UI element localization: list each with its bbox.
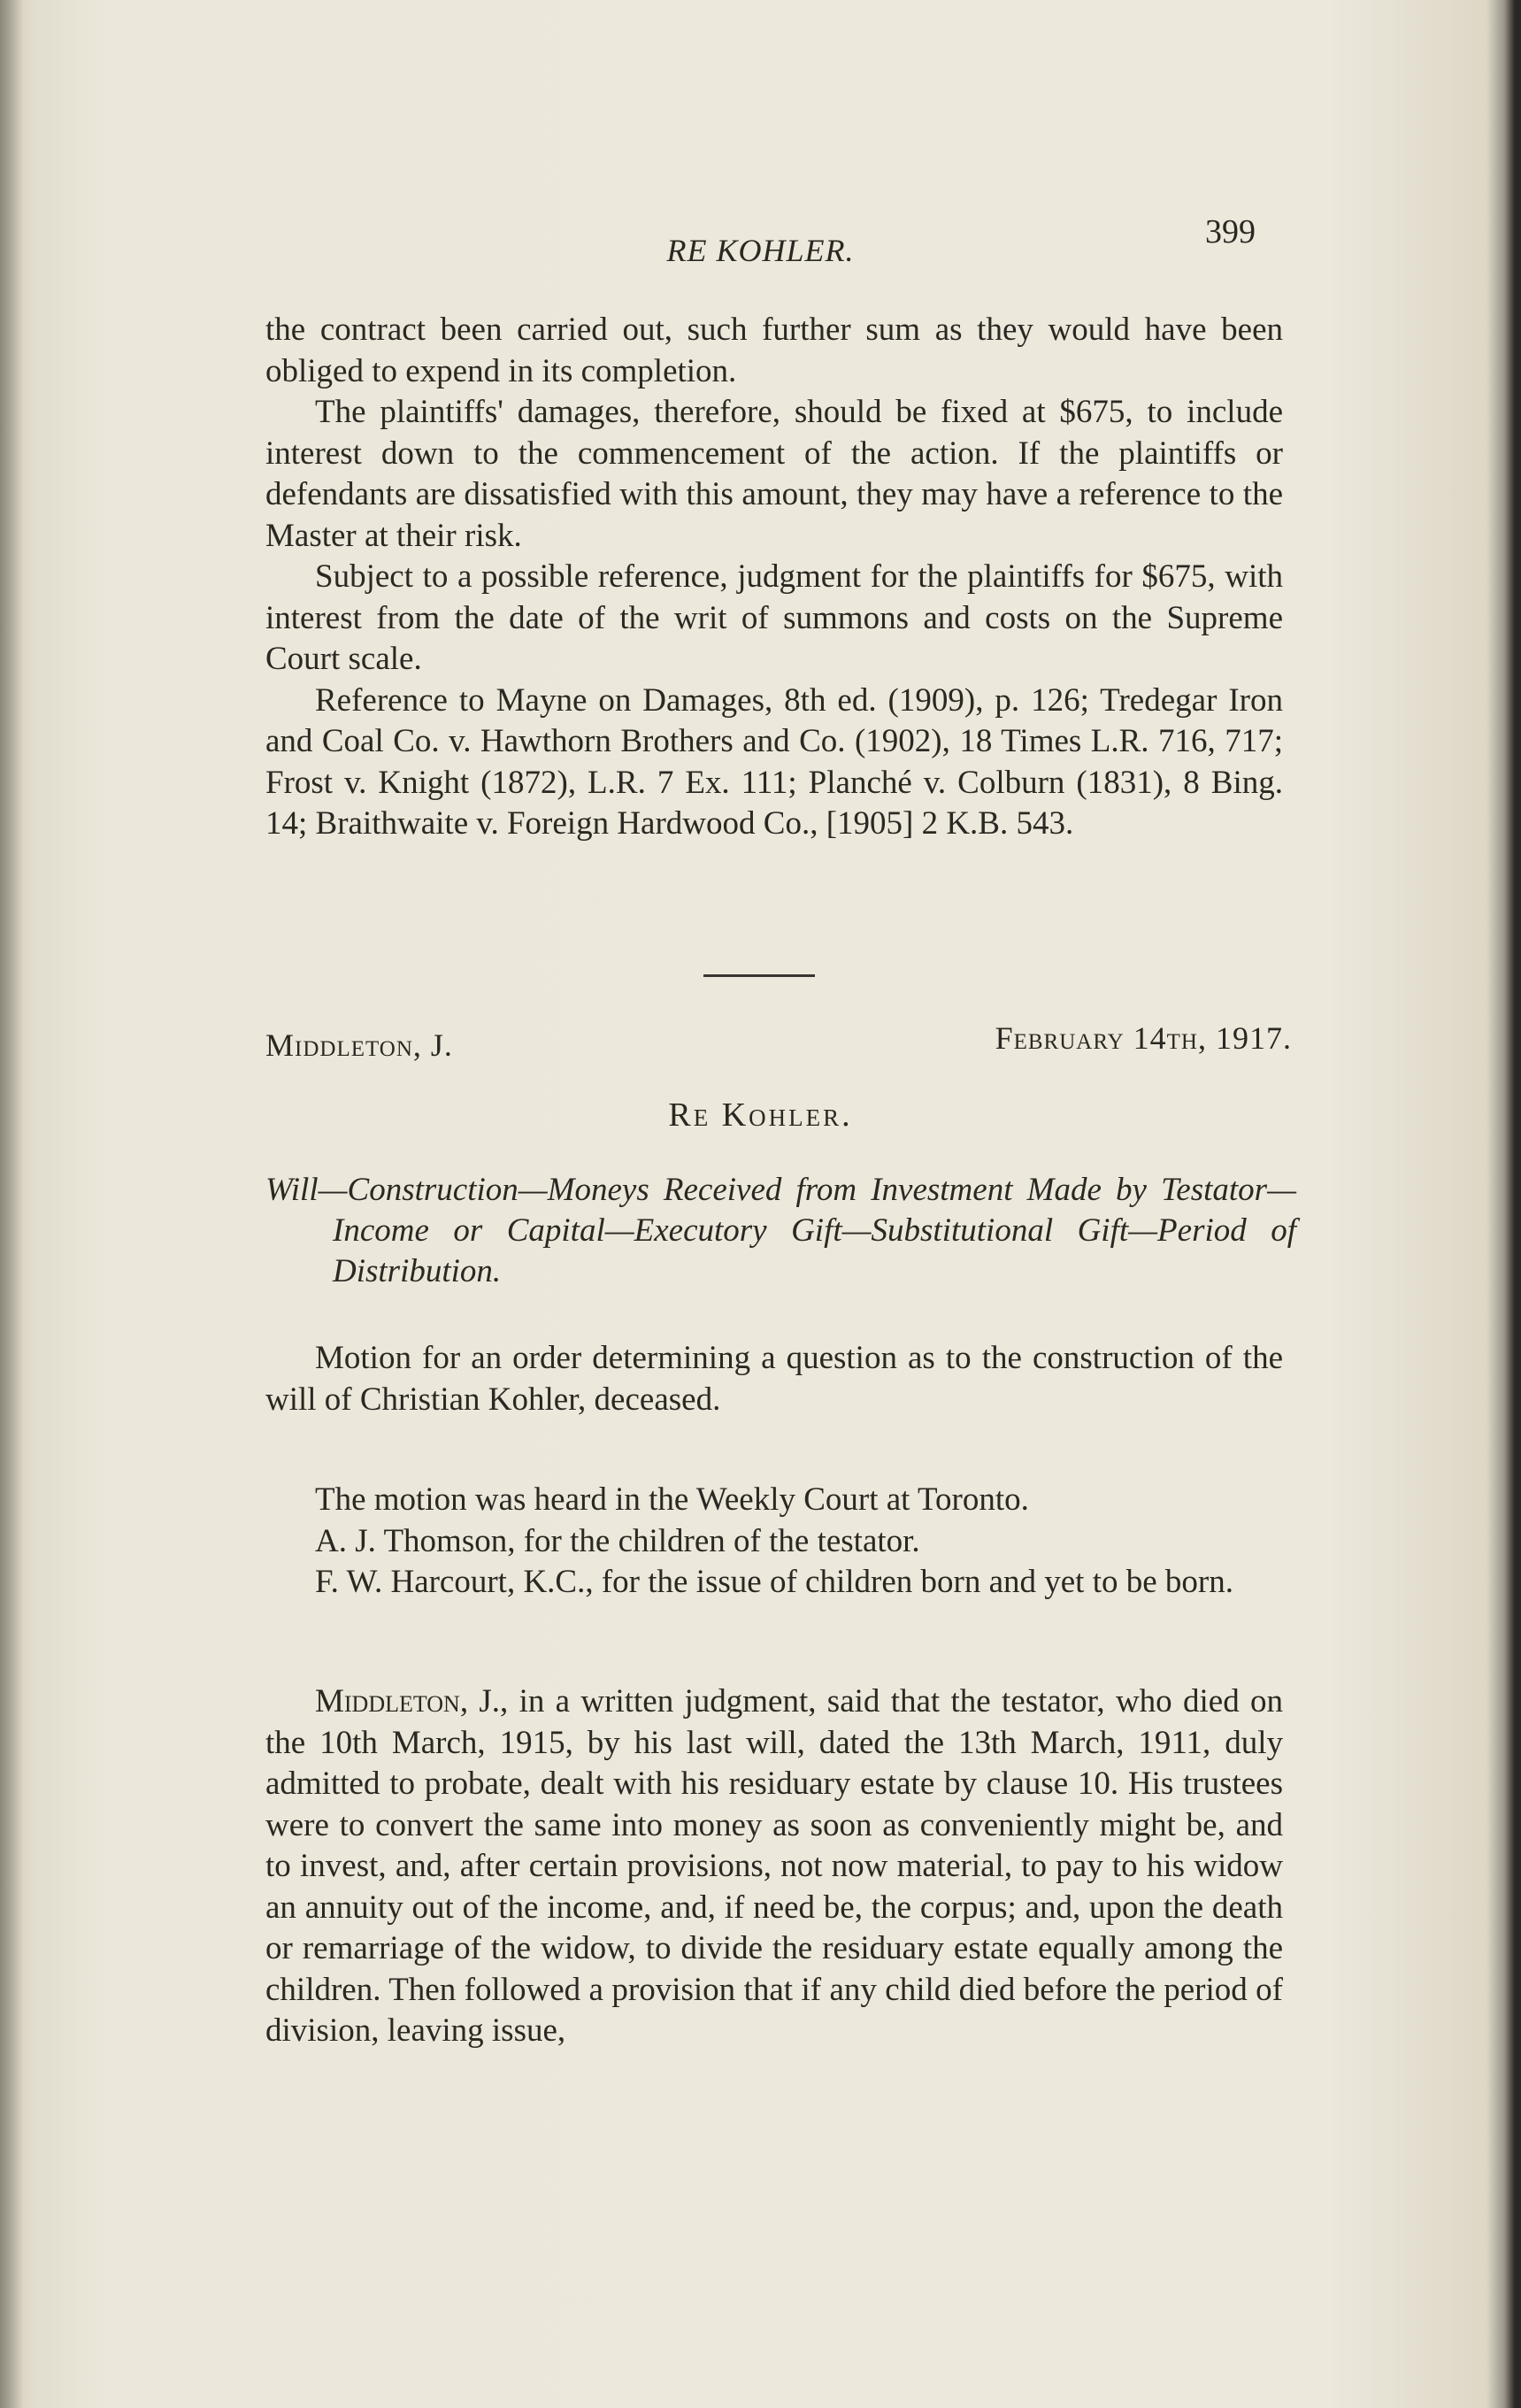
judgment-text: , in a written judgment, said that the testator, who died on the 10th March, 1915, by his last will, dated the 13th March, 1911, duly admitted to probate, dealt with his residuary estate by clause 10. His trustees were to convert the same into money as soon as conveniently might be, and to invest, and, after certain provisions, not now material, to pay to his widow an annuity out of the income, and, if need be, the corpus; and, upon the death or remarriage of the widow, to divide the residuary estate equally among the children. Then followed a provision that if any child died before the period of division, leaving issue, — [265, 1683, 1283, 2049]
paragraph: Subject to a possible reference, judgment for the plaintiffs for $675, with interest from the date of the writ of summons and costs on the Supreme Court scale. — [265, 558, 1283, 677]
paragraph: The motion was heard in the Weekly Court at Toronto. — [315, 1481, 1029, 1518]
hearing-details — [265, 1480, 1283, 1604]
case-header — [265, 1020, 1292, 1071]
previous-case-conclusion — [265, 310, 1283, 845]
counsel-line: F. W. Harcourt, K.C., for the issue of children born and yet to be born. — [315, 1564, 1233, 1600]
paragraph — [265, 1681, 1283, 2052]
section-divider — [703, 974, 815, 977]
judgment-date: February 14th, 1917. — [995, 1020, 1292, 1056]
judge-name: Middleton, J. — [265, 1027, 453, 1063]
case-title: Re Kohler. — [668, 1096, 853, 1134]
references-paragraph: Reference to Mayne on Damages, 8th ed. (1909), p. 126; Tredegar Iron and Coal Co. v. Hawthorn Brothers and Co. (1902), 18 Times L.R. 716, 717; Frost v. Knight (1872), L.R. 7 Ex. 111; Planché v. Colburn (1831), 8 Bing. 14; Braithwaite v. Foreign Hardwood Co., [1905] 2 K.B. 543. — [265, 681, 1283, 842]
paragraph: the contract been carried out, such further sum as they would have been obliged to expend in its completion. — [265, 312, 1283, 389]
page-number: 399 — [1205, 213, 1256, 250]
headnote: Will—Construction—Moneys Received from Investment Made by Testator—Income or Capital—Executory Gift—Substitutional Gift—Period of Distribution. — [265, 1172, 1296, 1289]
counsel-line: A. J. Thomson, for the children of the testator. — [315, 1522, 920, 1559]
judgment-body — [265, 1681, 1283, 2052]
motion-paragraph — [265, 1338, 1283, 1420]
running-head: RE KOHLER. — [666, 233, 855, 268]
page-edge-shadow — [0, 0, 23, 2408]
paragraph: Motion for an order determining a question as to the construction of the will of Christian Kohler, deceased. — [265, 1340, 1283, 1418]
paragraph: The plaintiffs' damages, therefore, should be fixed at $675, to include interest down to the commencement of the action. If the plaintiffs or defendants are dissatisfied with this amount, they may have a reference to the Master at their risk. — [265, 394, 1283, 554]
judgment-lead: Middleton, J. — [315, 1683, 501, 1719]
